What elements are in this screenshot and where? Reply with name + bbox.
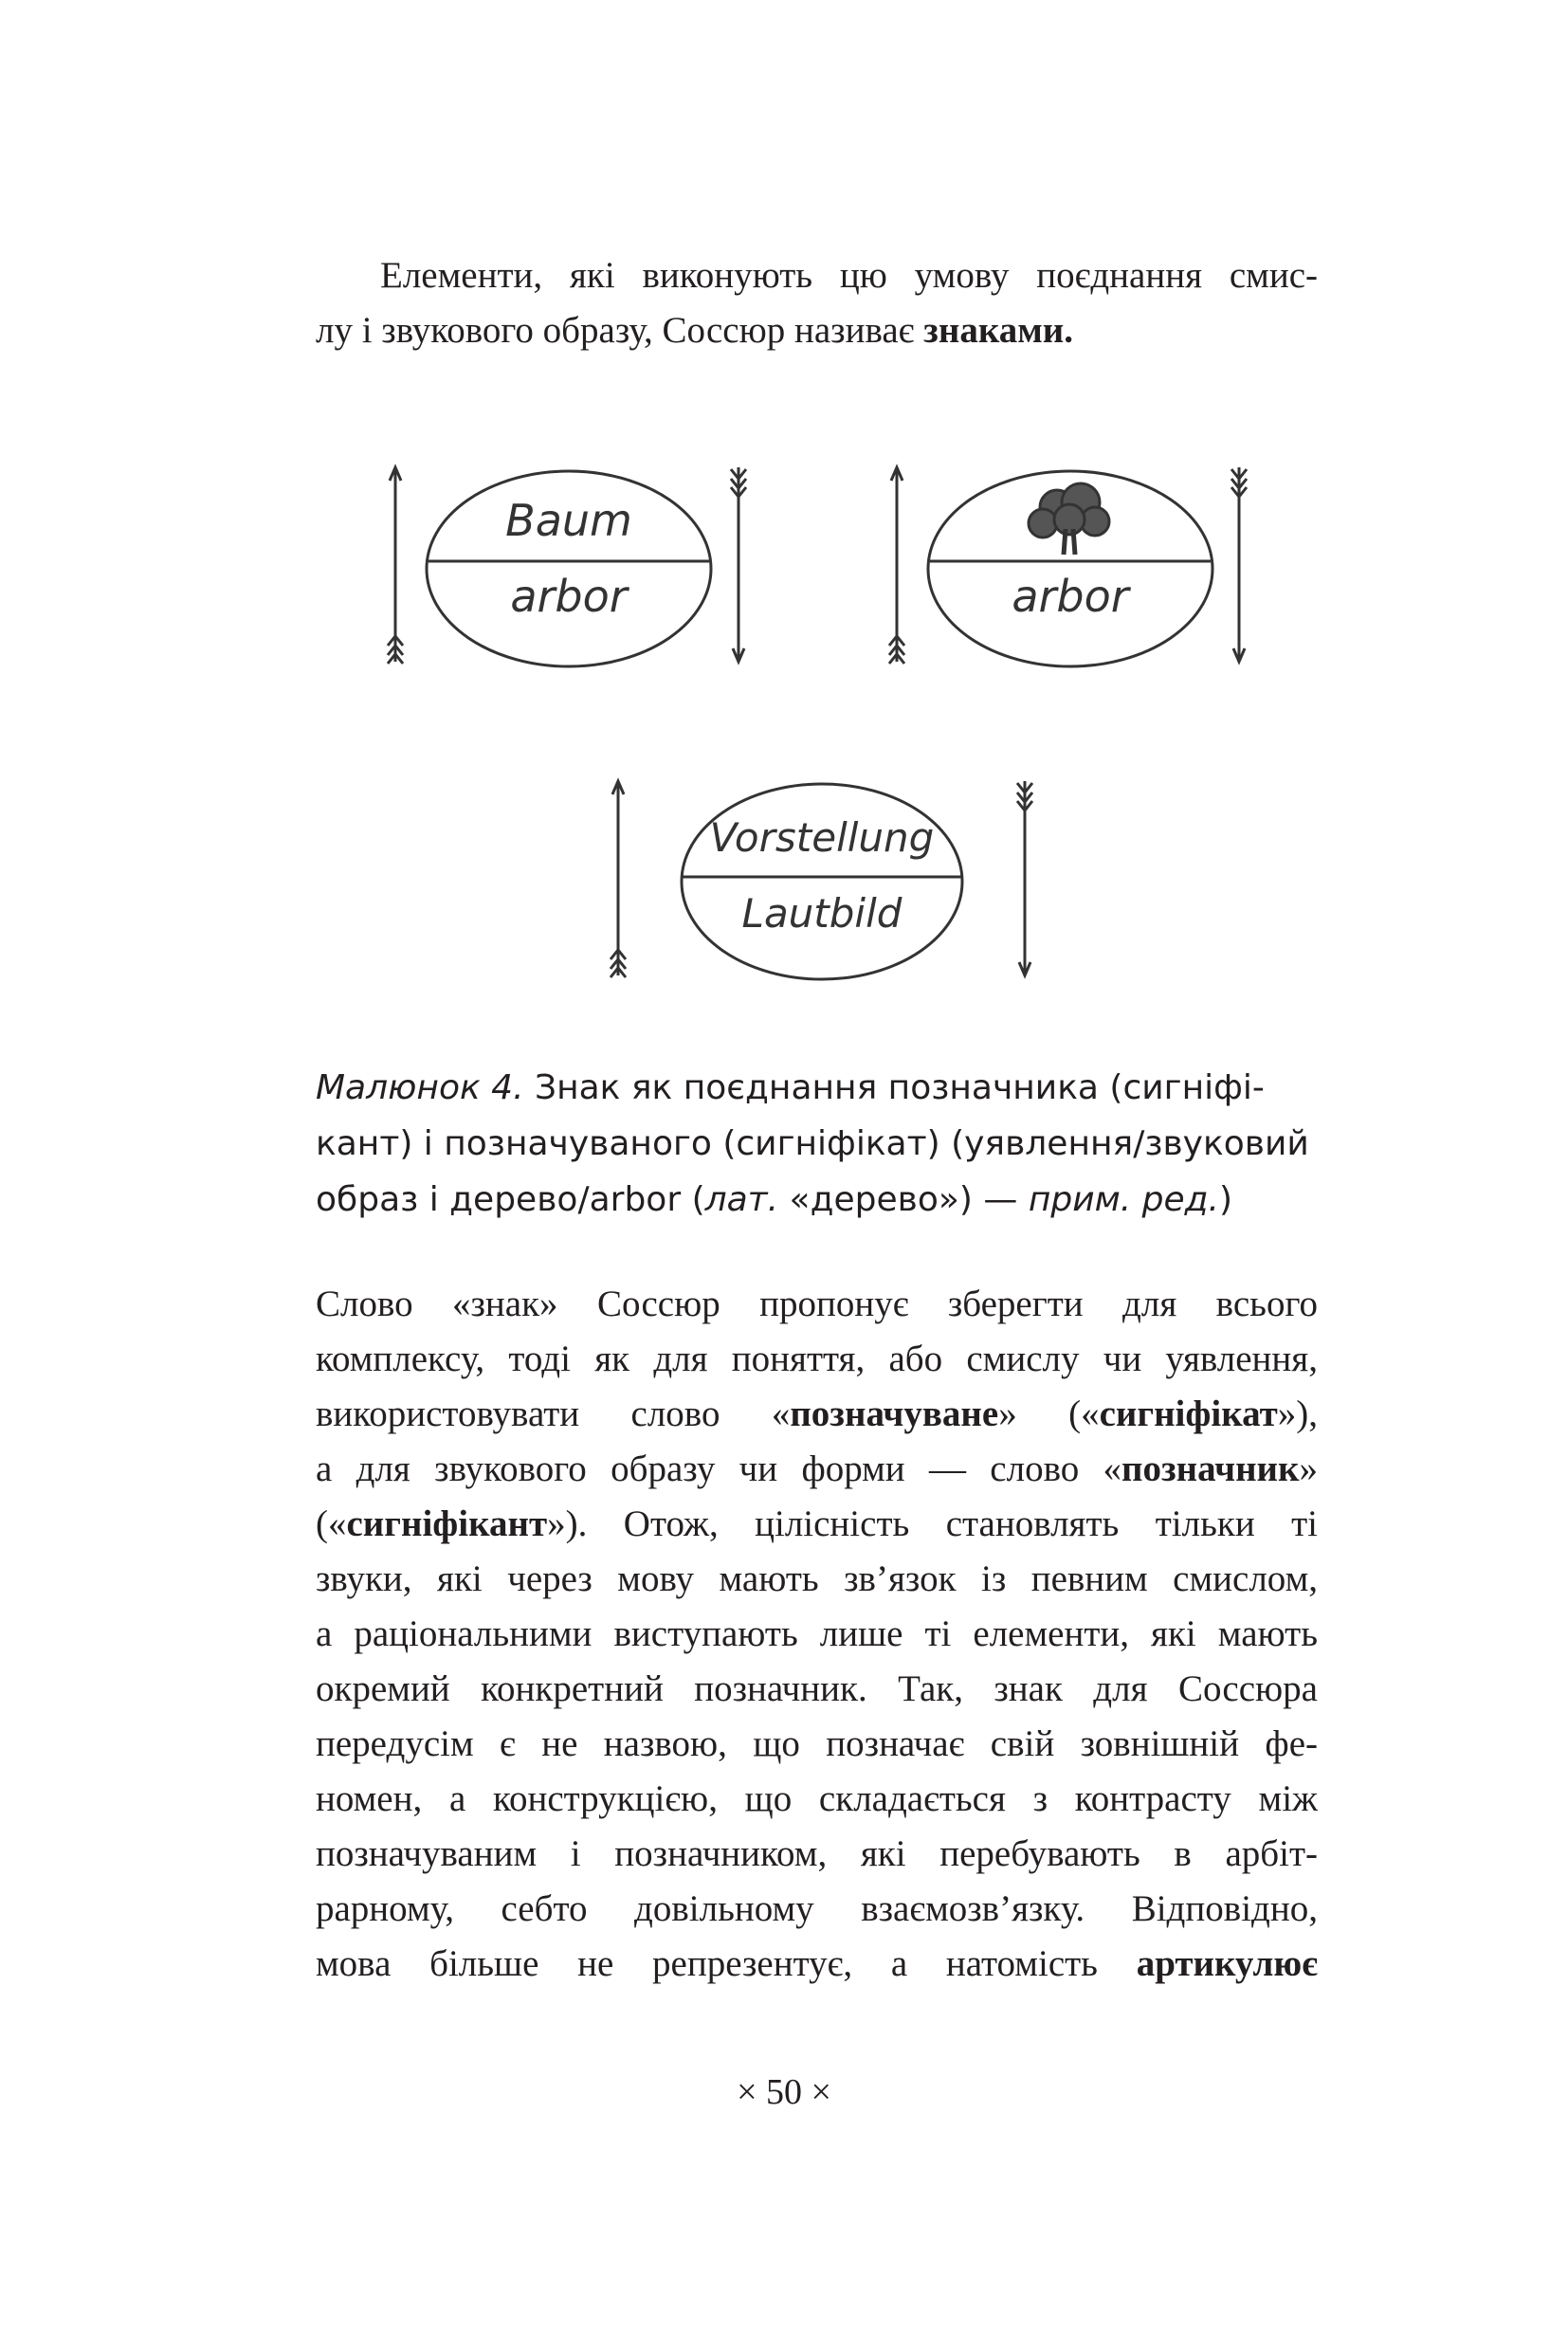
text-line: окремий конкретний позначник. Так, знак для Соссюра <box>316 1668 1318 1709</box>
up-arrow-icon <box>388 467 403 664</box>
text: використовувати слово « <box>316 1394 791 1434</box>
sign-tree-arbor <box>889 467 1247 666</box>
text-line: комплексу, тоді як для поняття, або смислу чи уявлення, <box>316 1339 1318 1379</box>
text: прим. ред. <box>1028 1180 1219 1219</box>
tree-icon <box>1029 483 1109 555</box>
bold-term: позначник <box>1121 1448 1300 1489</box>
bold-term: позначуване <box>790 1394 999 1434</box>
text-line: передусім є не назвою, що позначає свій зовнішній фе- <box>316 1723 1318 1764</box>
page-number: × 50 × <box>737 2072 831 2112</box>
bold-term: сигніфікат <box>1099 1394 1278 1434</box>
text-line: а раціональними виступають лише ті елементи, які мають <box>316 1613 1318 1654</box>
figure-caption <box>316 1060 1321 1228</box>
text: »). Отож, цілісність становлять тільки ті <box>547 1503 1318 1544</box>
text: кант) і позначуваного (сигніфікат) (уявлення/звуковий <box>316 1124 1309 1163</box>
text-line <box>316 1442 1318 1497</box>
text: » <box>1299 1448 1318 1489</box>
text: «дерево») — <box>778 1180 1029 1219</box>
text: лу і звукового образу, Соссюр називає <box>316 310 924 351</box>
signifier-label: arbor <box>1012 571 1129 622</box>
body-paragraph <box>316 1277 1318 1992</box>
text-line: номен, а конструкцією, що складається з контрасту між <box>316 1778 1318 1819</box>
bold-term: знаками. <box>923 310 1073 351</box>
text-line <box>316 1387 1318 1442</box>
up-arrow-icon <box>889 467 904 664</box>
text-line: позначуваним і позначником, які перебувають в арбіт- <box>316 1833 1318 1874</box>
signified-label: Vorstellung <box>709 814 935 861</box>
sign-baum-arbor <box>388 467 746 666</box>
text: а для звукового образу чи форми — слово « <box>316 1448 1122 1489</box>
text-line: рарному, себто довільному взаємозв’язку. Відповідно, <box>316 1888 1318 1929</box>
text: мова більше не репрезентує, а натомість <box>316 1943 1137 1984</box>
text: »), <box>1277 1394 1318 1434</box>
text: » (« <box>998 1394 1100 1434</box>
sign-vorstellung-lautbild <box>611 781 1032 979</box>
text-line: Елементи, які виконують цю умову поєднання смис- <box>380 255 1318 296</box>
signified-label: Baum <box>505 495 632 546</box>
bold-term: сигніфікант <box>346 1503 548 1544</box>
text-line <box>316 1937 1318 1992</box>
bold-term: артикулює <box>1136 1943 1318 1984</box>
text-line: звуки, які через мову мають зв’язок із певним смислом, <box>316 1558 1318 1599</box>
text-line: Слово «знак» Соссюр пропонує зберегти для всього <box>316 1284 1318 1324</box>
text: образ і дерево/arbor ( <box>316 1180 705 1219</box>
down-arrow-icon <box>1231 467 1247 662</box>
sign-diagram <box>0 0 1568 1043</box>
down-arrow-icon <box>731 467 746 662</box>
signifier-label: Lautbild <box>741 890 903 937</box>
down-arrow-icon <box>1017 781 1032 975</box>
up-arrow-icon <box>611 781 626 977</box>
text-line <box>316 1497 1318 1552</box>
text: (« <box>316 1503 347 1544</box>
text: ) <box>1218 1180 1233 1219</box>
signifier-label: arbor <box>510 571 628 622</box>
text: лат. <box>704 1180 779 1219</box>
caption-label: Малюнок 4. <box>316 1068 524 1107</box>
text: Знак як поєднання позначника (сигніфі- <box>523 1068 1265 1107</box>
